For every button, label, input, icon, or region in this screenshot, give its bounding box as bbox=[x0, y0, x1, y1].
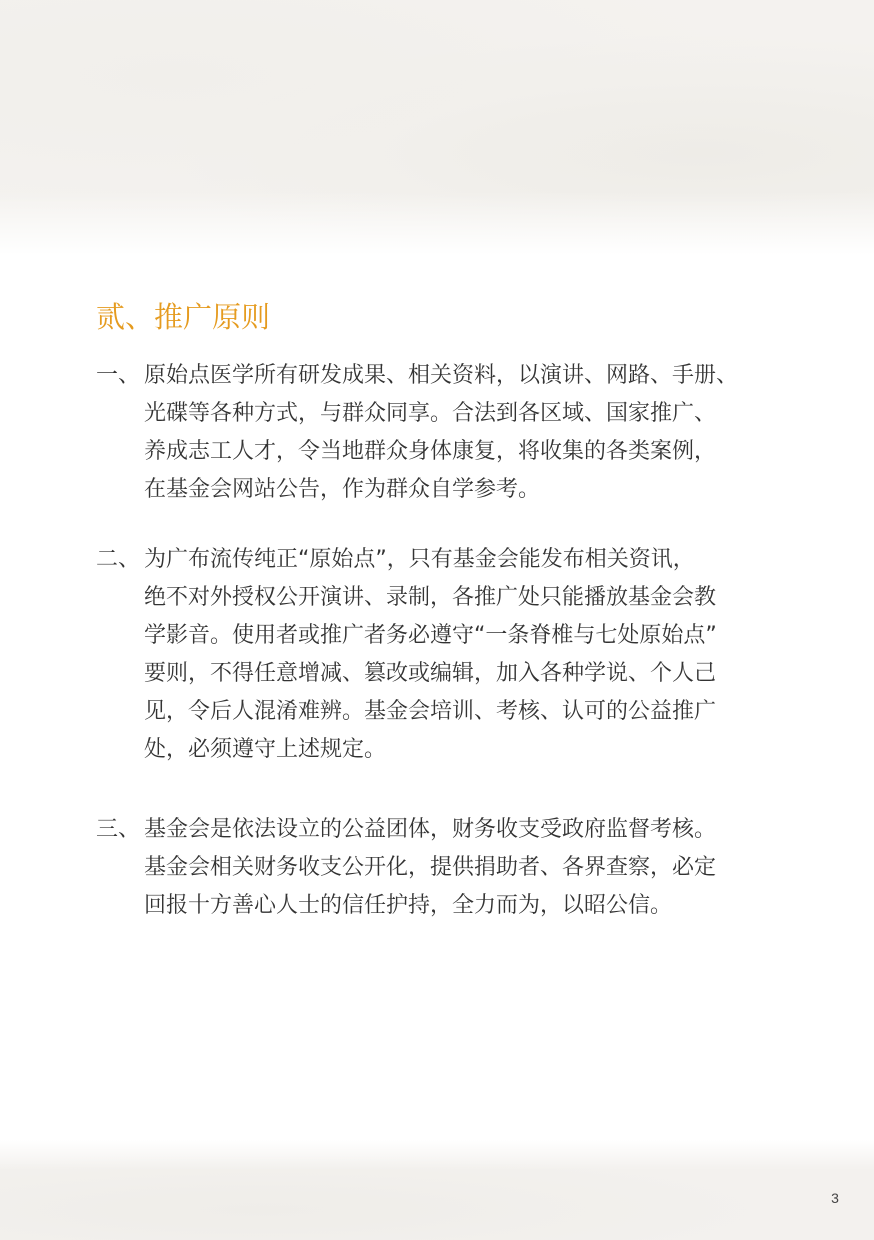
item-line: 要则，不得任意增减、篡改或编辑，加入各种学说、个人己 bbox=[144, 661, 717, 686]
item-body bbox=[144, 541, 784, 769]
page-number: 3 bbox=[831, 1190, 839, 1206]
item-line: 绝不对外授权公开演讲、录制，各推广处只能播放基金会教 bbox=[144, 585, 717, 610]
item-line: 学影音。使用者或推广者务必遵守“一条脊椎与七处原始点” bbox=[144, 623, 717, 648]
section-title: 贰、推广原则 bbox=[96, 300, 271, 334]
item-body bbox=[144, 811, 784, 925]
item-line: 光碟等各种方式，与群众同享。合法到各区域、国家推广、 bbox=[144, 401, 717, 426]
item-number: 一、 bbox=[96, 363, 141, 388]
item-line: 基金会相关财务收支公开化，提供捐助者、各界查察，必定 bbox=[144, 855, 717, 880]
principle-item-1 bbox=[96, 357, 796, 509]
principle-item-2 bbox=[96, 541, 796, 769]
item-line: 见，令后人混淆难辨。基金会培训、考核、认可的公益推广 bbox=[144, 699, 717, 724]
item-line: 基金会是依法设立的公益团体，财务收支受政府监督考核。 bbox=[144, 817, 717, 842]
principle-item-3 bbox=[96, 811, 796, 925]
item-line: 为广布流传纯正“原始点”，只有基金会能发布相关资讯， bbox=[144, 547, 695, 572]
item-number: 三、 bbox=[96, 817, 141, 842]
item-number: 二、 bbox=[96, 547, 141, 572]
item-line: 原始点医学所有研发成果、相关资料，以演讲、网路、手册、 bbox=[144, 363, 739, 388]
item-body bbox=[144, 357, 784, 509]
item-line: 在基金会网站公告，作为群众自学参考。 bbox=[144, 477, 541, 502]
item-line: 回报十方善心人士的信任护持，全力而为，以昭公信。 bbox=[144, 893, 673, 918]
item-line: 养成志工人才，令当地群众身体康复，将收集的各类案例， bbox=[144, 439, 717, 464]
item-line: 处，必须遵守上述规定。 bbox=[144, 737, 387, 762]
